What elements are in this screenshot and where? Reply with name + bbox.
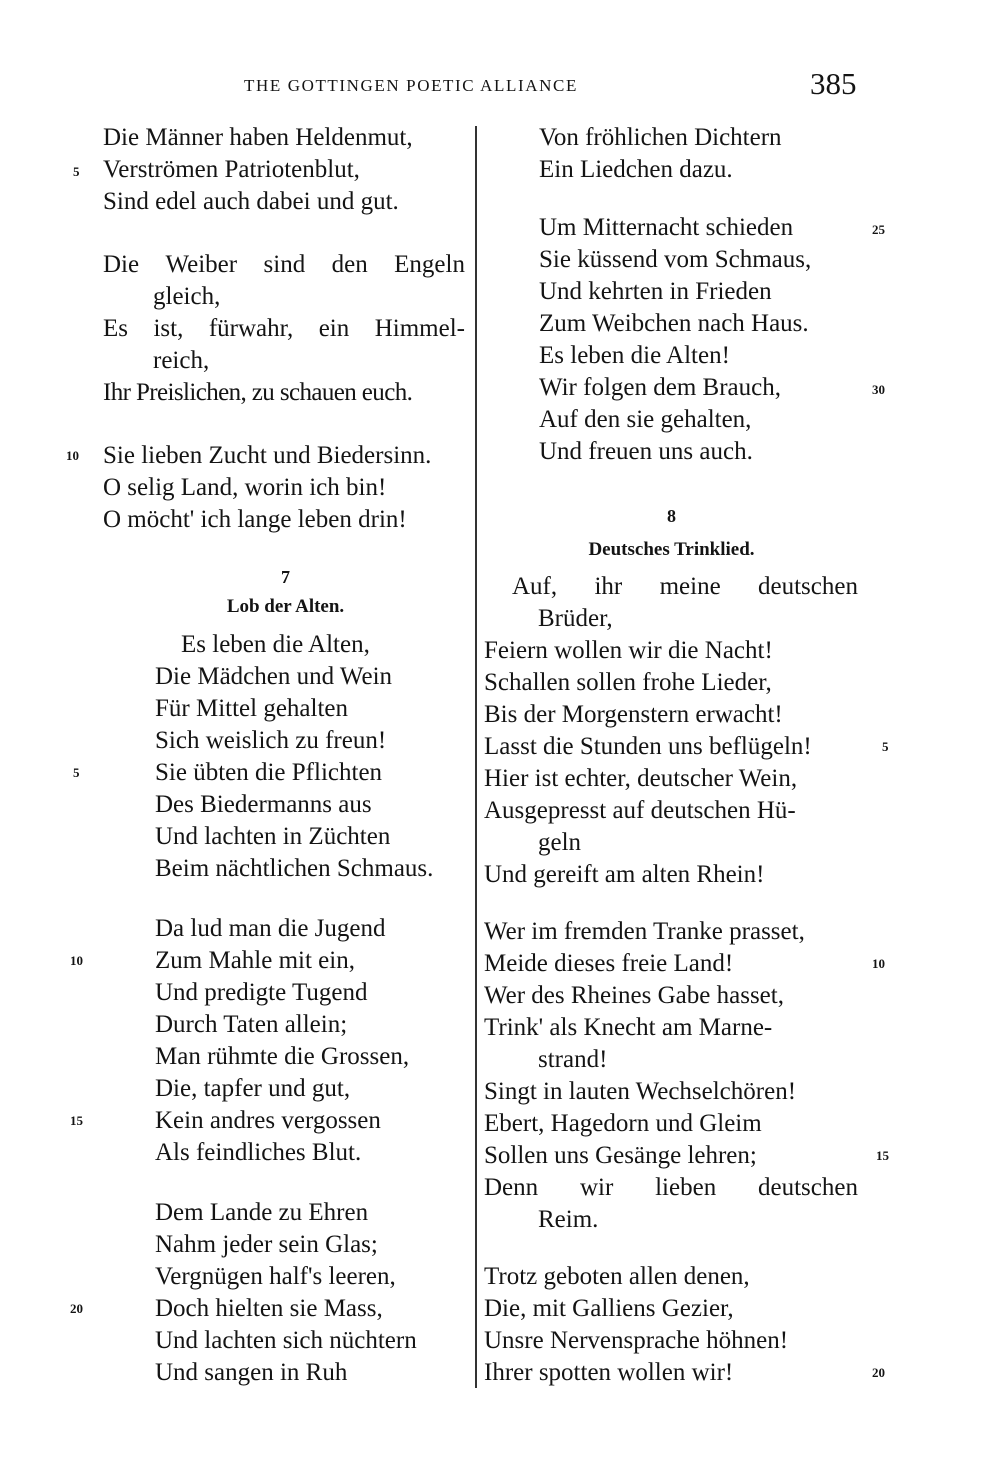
poem-line: Durch Taten allein; [155, 1011, 348, 1038]
poem-line: Sie übten die Pflichten [155, 759, 383, 786]
poem-line: Dem Lande zu Ehren [155, 1199, 369, 1226]
poem-title: Lob der Alten. [226, 596, 345, 617]
poem-line: Verströmen Patriotenblut, [103, 156, 360, 183]
poem-number: 7 [281, 567, 290, 587]
poem-title: Deutsches Trinklied. [588, 539, 755, 560]
poem-line: gleich, [153, 283, 221, 310]
poem-line: Auf den sie gehalten, [539, 406, 752, 433]
poem-line: Als feindliches Blut. [155, 1139, 362, 1166]
poem-line: Sich weislich zu freun! [155, 727, 387, 754]
poem-line: Man rühmte die Grossen, [155, 1043, 410, 1070]
poem-line-justified [103, 249, 465, 281]
word: wir [579, 1174, 614, 1201]
word: Himmel- [374, 315, 465, 342]
word: Die [103, 251, 140, 278]
poem-line: Für Mittel gehalten [155, 695, 349, 722]
poem-line: Wer im fremden Tranke prasset, [484, 918, 805, 945]
poem-line: Vergnügen half's leeren, [155, 1263, 396, 1290]
poem-line: Ebert, Hagedorn und Gleim [484, 1110, 762, 1137]
word: meine [659, 573, 721, 600]
poem-line: Trotz geboten allen denen, [484, 1263, 750, 1290]
poem-line: Und gereift am alten Rhein! [484, 861, 765, 888]
poem-number: 8 [667, 506, 676, 526]
poem-line: Reim. [538, 1206, 599, 1233]
poem-line: Hier ist echter, deutscher Wein, [484, 765, 798, 792]
left-column [103, 122, 468, 1392]
poem-line: geln [538, 829, 582, 856]
word: ihr [594, 573, 623, 600]
word: fürwahr, [208, 315, 294, 342]
poem-line: Kein andres vergossen [155, 1107, 381, 1134]
poem-line: Meide dieses freie Land! [484, 950, 734, 977]
poem-line: Die Mädchen und Wein [155, 663, 393, 690]
poem-line: Unsre Nervensprache höhnen! [484, 1327, 789, 1354]
word: deutschen [758, 573, 858, 600]
poem-line-justified [484, 1172, 858, 1204]
poem-line: Des Biedermanns aus [155, 791, 372, 818]
poem-line: Zum Weibchen nach Haus. [539, 310, 809, 337]
word: ein [318, 315, 350, 342]
poem-line: reich, [153, 347, 210, 374]
line-number: 5 [882, 739, 889, 754]
word: Auf, [512, 573, 558, 600]
poem-line: Ausgepresst auf deutschen Hü- [484, 797, 796, 824]
poem-line: Sie küssend vom Schmaus, [539, 246, 812, 273]
line-number: 5 [73, 164, 80, 179]
word: Denn [484, 1174, 539, 1201]
poem-line: Wer des Rheines Gabe hasset, [484, 982, 784, 1009]
line-number: 5 [73, 765, 80, 780]
poem-line: Um Mitternacht schieden [539, 214, 794, 241]
poem-line: Bis der Morgenstern erwacht! [484, 701, 783, 728]
poem-line: Trink' als Knecht am Marne- [484, 1014, 773, 1041]
column-divider [475, 126, 477, 1388]
word: Weiber [165, 251, 238, 278]
word: sind [263, 251, 306, 278]
poem-line: Beim nächtlichen Schmaus. [155, 855, 434, 882]
word: den [331, 251, 368, 278]
poem-line: Von fröhlichen Dichtern [539, 124, 782, 151]
poem-line: O möcht' ich lange leben drin! [103, 506, 407, 533]
poem-line: Es leben die Alten! [539, 342, 730, 369]
poem-line: Singt in lauten Wechselchören! [484, 1078, 797, 1105]
poem-line: strand! [538, 1046, 608, 1073]
poem-line: Die, tapfer und gut, [155, 1075, 351, 1102]
word: lieben [655, 1174, 717, 1201]
poem-line: Schallen sollen frohe Lieder, [484, 669, 772, 696]
line-number: 15 [70, 1113, 83, 1128]
poem-line: Sind edel auch dabei und gut. [103, 188, 399, 215]
word: ist, [153, 315, 184, 342]
line-number: 10 [66, 448, 79, 463]
poem-line: Ein Liedchen dazu. [539, 156, 733, 183]
poem-line: Es leben die Alten, [181, 631, 370, 658]
poem-line: Und freuen uns auch. [539, 438, 753, 465]
poem-line: Brüder, [538, 605, 613, 632]
poem-line: Feiern wollen wir die Nacht! [484, 637, 773, 664]
poem-line: Ihrer spotten wollen wir! [484, 1359, 734, 1386]
poem-line: Und predigte Tugend [155, 979, 368, 1006]
poem-line: Nahm jeder sein Glas; [155, 1231, 378, 1258]
poem-line: Lasst die Stunden uns beflügeln! [484, 733, 812, 760]
poem-line: Die Männer haben Heldenmut, [103, 124, 413, 151]
word: Es [103, 315, 128, 342]
line-number: 10 [872, 956, 885, 971]
poem-line-justified [512, 571, 858, 603]
running-title: THE GOTTINGEN POETIC ALLIANCE [244, 76, 578, 95]
line-number: 20 [70, 1301, 83, 1316]
poem-line: Und lachten in Züchten [155, 823, 391, 850]
poem-line: Die, mit Galliens Gezier, [484, 1295, 734, 1322]
word: deutschen [758, 1174, 858, 1201]
line-number: 20 [872, 1365, 885, 1380]
line-number: 30 [872, 382, 885, 397]
poem-line: Sollen uns Gesänge lehren; [484, 1142, 757, 1169]
line-number: 25 [872, 222, 885, 237]
poem-line-justified [103, 313, 465, 345]
poem-line: Und sangen in Ruh [155, 1359, 348, 1386]
word: Engeln [394, 251, 465, 278]
poem-line: Und lachten sich nüchtern [155, 1327, 417, 1354]
poem-line: Da lud man die Jugend [155, 915, 386, 942]
poem-line: Doch hielten sie Mass, [155, 1295, 383, 1322]
poem-line: O selig Land, worin ich bin! [103, 474, 387, 501]
poem-line: Zum Mahle mit ein, [155, 947, 355, 974]
poem-line: Sie lieben Zucht und Biedersinn. [103, 442, 432, 469]
page-number: 385 [810, 66, 857, 101]
line-number: 10 [70, 953, 83, 968]
poem-line: Wir folgen dem Brauch, [539, 374, 781, 401]
right-column [484, 122, 864, 1392]
poem-line: Ihr Preislichen, zu schauen euch. [103, 379, 413, 406]
line-number: 15 [876, 1148, 889, 1163]
poem-line: Und kehrten in Frieden [539, 278, 772, 305]
